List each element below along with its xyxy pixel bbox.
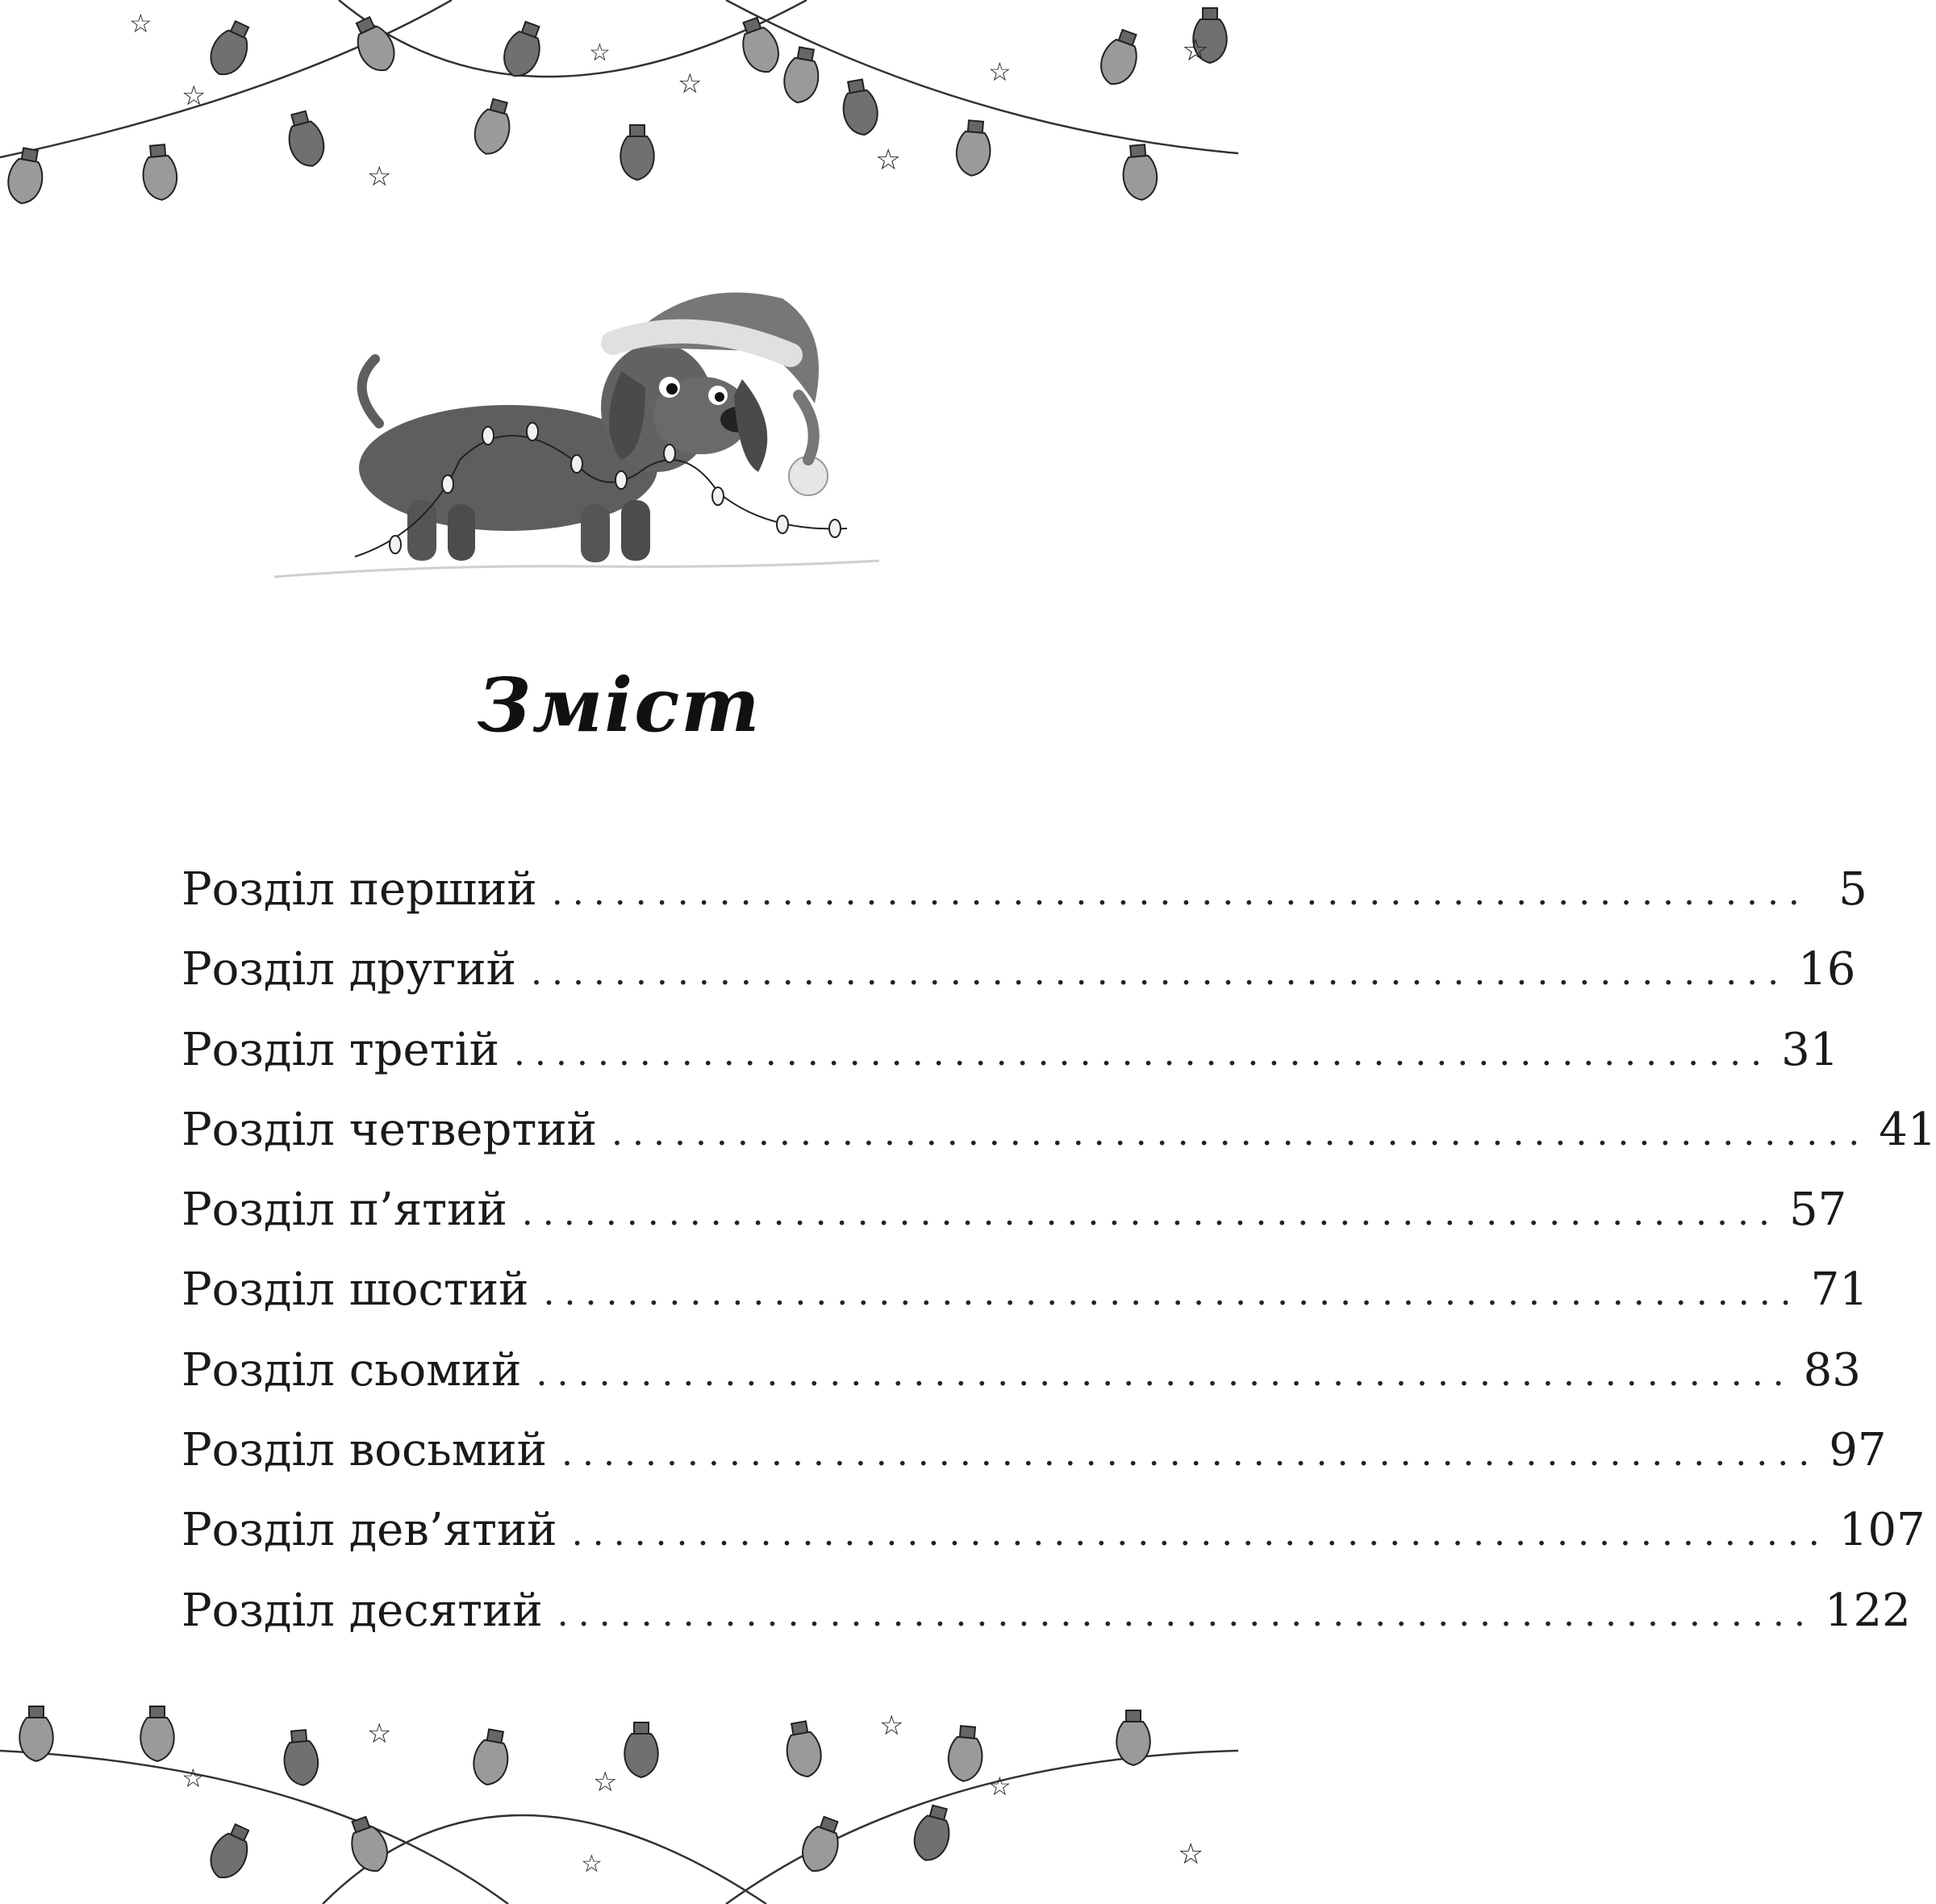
light-bulb-icon — [140, 1706, 173, 1761]
light-bulb-icon — [781, 45, 824, 105]
light-bulb-icon — [782, 1719, 825, 1779]
toc-row — [182, 863, 1867, 943]
toc-page-number: 16 — [1798, 943, 1856, 996]
light-bulb-icon — [203, 17, 257, 81]
light-bulb-icon — [344, 1814, 394, 1877]
toc-chapter-label: Розділ шостий — [182, 1263, 529, 1317]
toc-dot-leader: ............................................................ — [571, 1513, 1830, 1555]
star-icon: ☆ — [182, 80, 207, 112]
light-bulb-icon — [620, 125, 653, 180]
light-bulb-icon — [1116, 1710, 1150, 1765]
light-bulb-icon — [1095, 27, 1145, 90]
light-bulb-icon — [909, 1803, 956, 1864]
light-bulb-icon — [282, 109, 329, 170]
light-bulb-icon — [470, 1727, 513, 1787]
toc-chapter-label: Розділ четвертий — [182, 1103, 597, 1156]
toc-row — [182, 1424, 1887, 1504]
toc-row — [182, 943, 1856, 1023]
toc-dot-leader: ............................................................ — [530, 952, 1789, 994]
toc-dot-leader: ............................................................ — [611, 1112, 1870, 1154]
light-bulb-icon — [946, 1725, 984, 1782]
light-bulb-icon — [839, 77, 882, 137]
toc-page-number: 41 — [1879, 1103, 1936, 1156]
star-icon: ☆ — [1178, 1838, 1204, 1871]
star-icon: ☆ — [367, 1718, 392, 1750]
toc-chapter-label: Розділ восьмий — [182, 1424, 548, 1477]
star-icon: ☆ — [988, 56, 1012, 87]
light-bulb-icon — [348, 13, 401, 77]
toc-chapter-label: Розділ другий — [182, 943, 516, 996]
toc-dot-leader: ............................................................ — [513, 1032, 1772, 1074]
light-bulb-icon — [735, 15, 785, 77]
toc-row — [182, 1184, 1847, 1263]
light-bulb-icon — [624, 1722, 657, 1777]
light-bulb-icon — [140, 144, 178, 201]
toc-dot-leader: ............................................................ — [521, 1192, 1780, 1234]
toc-page-number: 83 — [1803, 1343, 1861, 1397]
toc-chapter-label: Розділ сьомий — [182, 1343, 522, 1397]
table-of-contents — [182, 863, 1936, 1664]
top-string-lights-icon — [0, 0, 1238, 218]
toc-page-number: 31 — [1781, 1023, 1839, 1076]
light-bulb-icon — [282, 1729, 319, 1786]
bottom-string-lights-icon — [0, 1678, 1238, 1904]
star-icon: ☆ — [593, 1766, 618, 1798]
star-icon: ☆ — [879, 1710, 904, 1742]
toc-page-number: 5 — [1838, 863, 1867, 916]
toc-chapter-label: Розділ дев’ятий — [182, 1504, 557, 1557]
light-bulb-icon — [954, 119, 992, 177]
star-icon: ☆ — [1182, 32, 1210, 68]
star-icon: ☆ — [678, 68, 703, 100]
toc-row — [182, 1584, 1911, 1664]
toc-row — [182, 1504, 1926, 1584]
light-bulb-icon — [1120, 144, 1158, 201]
toc-row — [182, 1343, 1861, 1424]
star-icon: ☆ — [581, 1850, 603, 1878]
toc-dot-leader: ............................................................ — [561, 1433, 1820, 1475]
toc-page-number: 57 — [1788, 1184, 1847, 1237]
toc-chapter-label: Розділ перший — [182, 863, 537, 916]
toc-page-number: 71 — [1810, 1263, 1868, 1317]
toc-row — [182, 1263, 1868, 1343]
toc-row — [182, 1023, 1839, 1104]
star-icon: ☆ — [367, 161, 392, 193]
page-title: Зміст — [477, 662, 761, 749]
light-bulb-icon — [203, 1820, 257, 1884]
toc-row — [182, 1103, 1936, 1184]
star-icon: ☆ — [129, 8, 152, 39]
star-icon: ☆ — [589, 39, 611, 67]
light-bulb-icon — [498, 19, 548, 81]
toc-dot-leader: ............................................................ — [551, 872, 1809, 913]
toc-page-number: 107 — [1838, 1504, 1926, 1557]
toc-dot-leader: ............................................................ — [536, 1352, 1794, 1394]
toc-page-number: 122 — [1824, 1584, 1911, 1637]
toc-page-number: 97 — [1829, 1424, 1887, 1477]
light-bulb-icon — [796, 1814, 846, 1877]
light-bulb-icon — [469, 97, 516, 158]
dachshund-santa-hat-icon — [266, 266, 903, 597]
star-icon: ☆ — [182, 1763, 205, 1793]
star-icon: ☆ — [988, 1771, 1012, 1802]
toc-chapter-label: Розділ третій — [182, 1023, 499, 1076]
star-icon: ☆ — [875, 144, 902, 177]
toc-chapter-label: Розділ десятий — [182, 1584, 543, 1637]
toc-chapter-label: Розділ п’ятий — [182, 1184, 507, 1237]
toc-dot-leader: ............................................................ — [543, 1272, 1801, 1314]
light-bulb-icon — [19, 1706, 52, 1761]
toc-dot-leader: ............................................................ — [557, 1593, 1815, 1635]
